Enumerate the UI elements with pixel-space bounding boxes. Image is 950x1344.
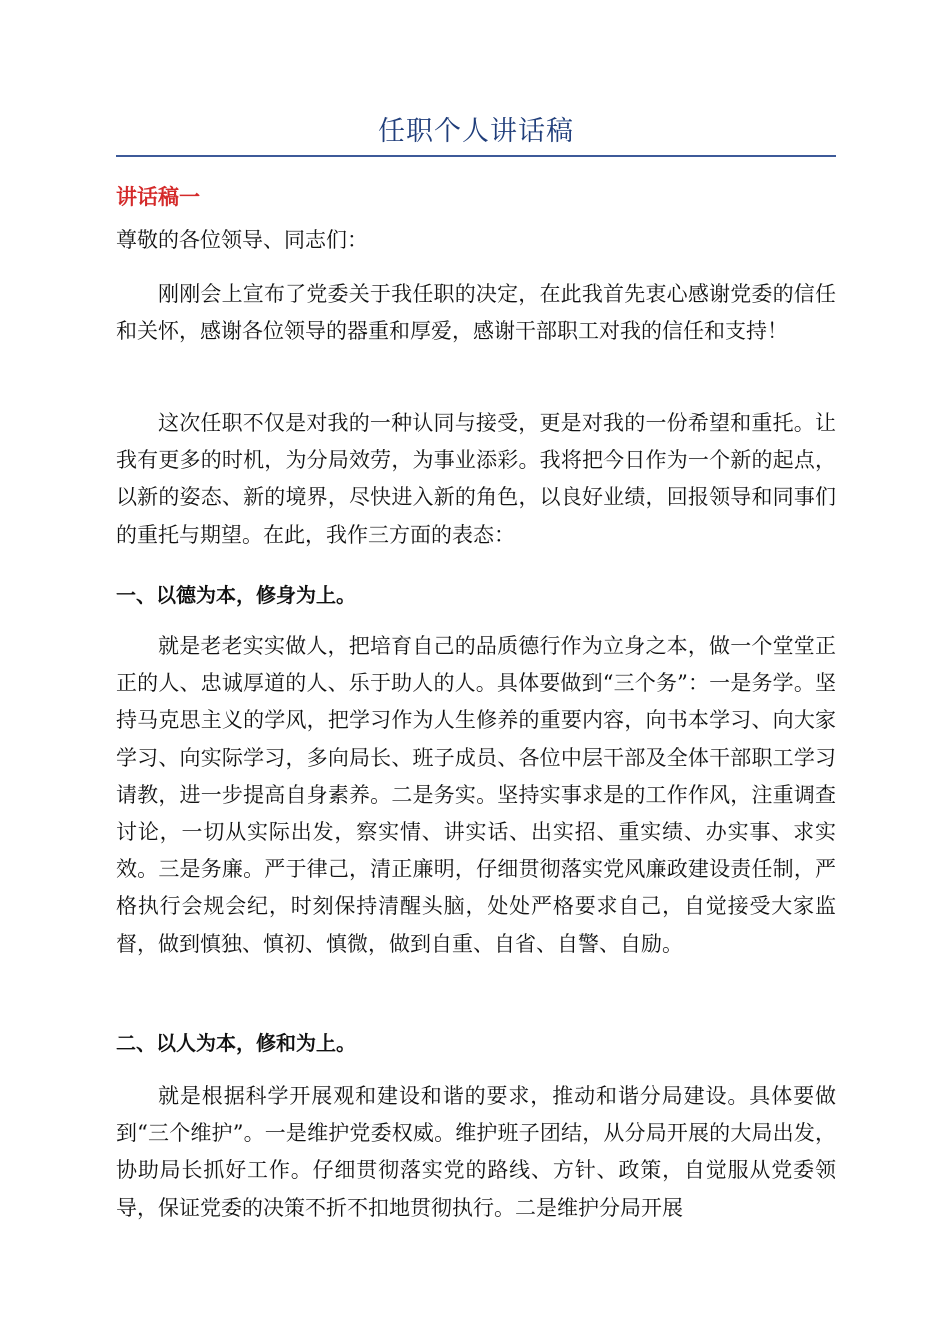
section-heading-2: 二、以人为本，修和为上。 xyxy=(116,1031,356,1055)
salutation: 尊敬的各位领导、同志们： xyxy=(116,228,368,252)
section-heading-1: 一、以德为本，修身为上。 xyxy=(116,583,356,607)
paragraph-1: 刚刚会上宣布了党委关于我任职的决定，在此我首先衷心感谢党委的信任和关怀，感谢各位领导的器重和厚爱，感谢干部职工对我的信任和支持！ xyxy=(116,282,836,344)
speech-label: 讲话稿一 xyxy=(116,185,200,209)
title-underline xyxy=(116,155,836,157)
paragraph-3: 就是老老实实做人，把培育自己的品质德行作为立身之本，做一个堂堂正正的人、忠诚厚道的人、乐于助人的人。具体要做到“三个务”：一是务学。坚持马克思主义的学风，把学习作为人生修养的重要内容，向书本学习、向大家学习、向实际学习，多向局长、班子成员、各位中层干部及全体干部职工学习请教，进一步提高自身素养。二是务实。坚持实事求是的工作作风，注重调查讨论，一切从实际出发，察实情、讲实话、出实招、重实绩、办实事、求实效。三是务廉。严于律己，清正廉明，仔细贯彻落实党风廉政建设责任制，严格执行会规会纪，时刻保持清醒头脑，处处严格要求自己，自觉接受大家监督，做到慎独、慎初、慎微，做到自重、自省、自警、自励。 xyxy=(116,634,836,956)
paragraph-2: 这次任职不仅是对我的一种认同与接受，更是对我的一份希望和重托。让我有更多的时机，为分局效劳，为事业添彩。我将把今日作为一个新的起点，以新的姿态、新的境界，尽快进入新的角色，以良好业绩，回报领导和同事们的重托与期望。在此，我作三方面的表态： xyxy=(116,411,836,547)
document-title: 任职个人讲话稿 xyxy=(378,116,574,147)
paragraph-4: 就是根据科学开展观和建设和谐的要求，推动和谐分局建设。具体要做到“三个维护”。一是维护党委权威。维护班子团结，从分局开展的大局出发，协助局长抓好工作。仔细贯彻落实党的路线、方针、政策，自觉服从党委领导，保证党委的决策不折不扣地贯彻执行。二是维护分局开展 xyxy=(116,1084,836,1220)
